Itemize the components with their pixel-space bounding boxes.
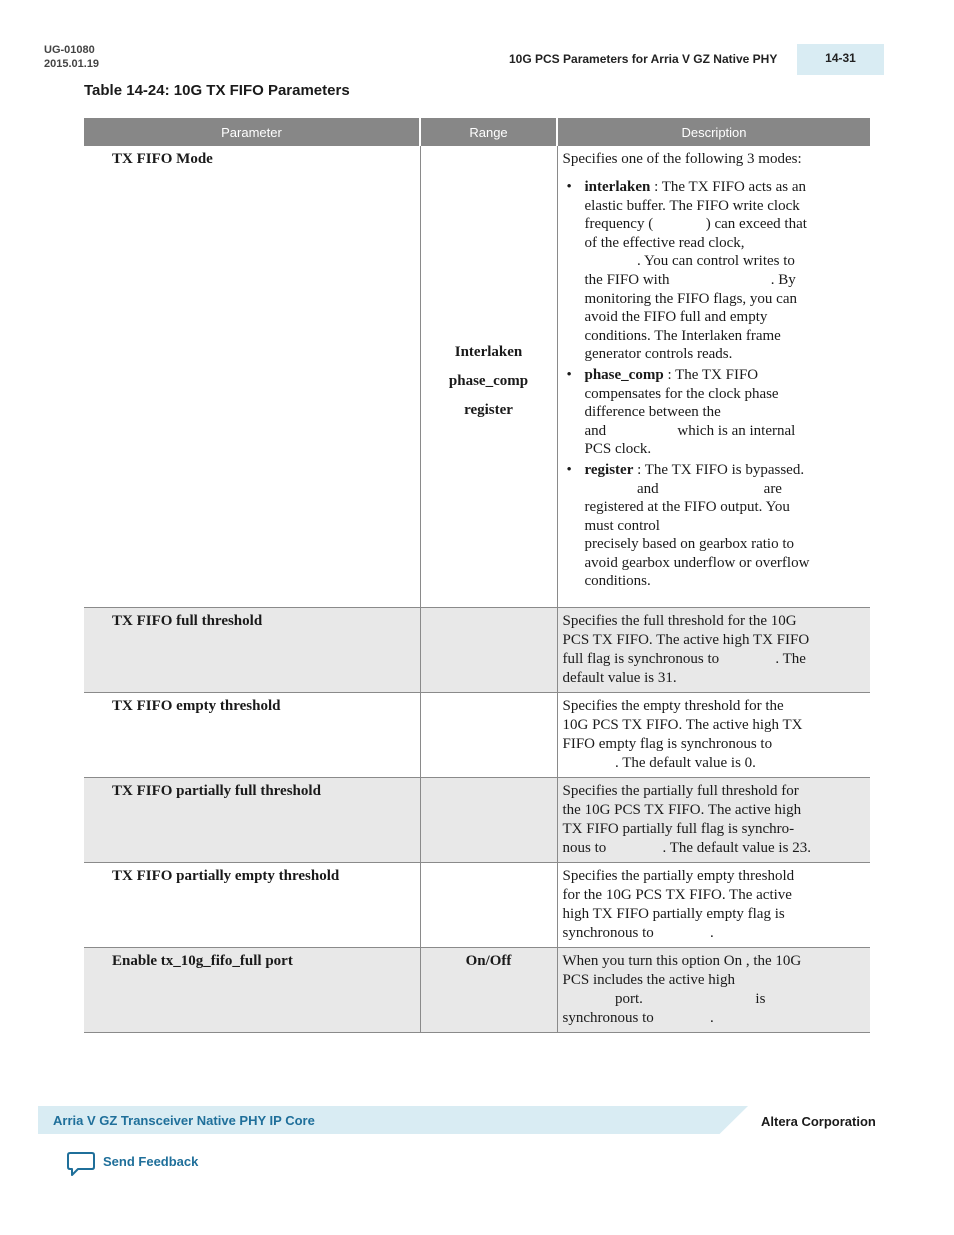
desc-line: : The TX FIFO is bypassed. xyxy=(633,461,805,478)
desc-line: frequency ( ) can exceed that xyxy=(584,216,807,233)
column-header-parameter: Parameter xyxy=(84,118,420,146)
desc-line: . You can control writes to xyxy=(584,253,795,270)
desc-line: PCS includes the active high xyxy=(562,971,735,988)
desc-line: full flag is synchronous to . The xyxy=(562,650,806,667)
param-cell: Enable tx_10g_fifo_full port xyxy=(84,947,420,1032)
range-option-phase-comp: phase_comp xyxy=(448,373,529,389)
table-header-row xyxy=(84,118,870,146)
desc-line: and which is an internal xyxy=(584,422,796,439)
desc-line: port. is xyxy=(562,990,766,1007)
footer-company: Altera Corporation xyxy=(761,1114,876,1129)
desc-line: generator controls reads. xyxy=(584,346,733,363)
desc-line: PCS TX FIFO. The active high TX FIFO xyxy=(562,631,810,648)
desc-line: monitoring the FIFO flags, you can xyxy=(584,290,797,307)
send-feedback-link[interactable]: Send Feedback xyxy=(103,1154,199,1169)
mode-list xyxy=(563,178,861,591)
range-cell xyxy=(420,862,557,947)
param-cell: TX FIFO partially empty threshold xyxy=(84,862,420,947)
range-option-register: register xyxy=(464,402,513,418)
range-cell: On/Off xyxy=(420,947,557,1032)
list-item xyxy=(585,178,861,364)
desc-line: and are xyxy=(584,480,782,497)
table-row xyxy=(84,862,870,947)
desc-line: . The default value is 0. xyxy=(562,754,756,771)
desc-line: synchronous to . xyxy=(562,924,714,941)
param-cell: TX FIFO partially full threshold xyxy=(84,777,420,862)
param-cell: TX FIFO full threshold xyxy=(84,607,420,692)
desc-line: the 10G PCS TX FIFO. The active high xyxy=(562,801,802,818)
range-cell xyxy=(420,607,557,692)
desc-line: Specifies the full threshold for the 10G xyxy=(562,612,797,629)
parameters-table xyxy=(84,118,870,1033)
description-intro: Specifies one of the following 3 modes: xyxy=(562,151,802,167)
mode-name: interlaken xyxy=(584,179,651,195)
desc-line: PCS clock. xyxy=(584,441,652,458)
desc-line: Specifies the partially empty threshold xyxy=(562,867,795,884)
mode-name: phase_comp xyxy=(584,366,664,383)
table-row xyxy=(84,146,870,607)
param-cell: TX FIFO Mode xyxy=(84,146,420,607)
desc-line: precisely based on gearbox ratio to xyxy=(584,536,795,553)
table-row xyxy=(84,777,870,862)
desc-line: 10G PCS TX FIFO. The active high TX xyxy=(562,716,803,733)
description-cell xyxy=(557,146,870,607)
desc-line: Specifies the partially full threshold for xyxy=(562,782,799,799)
range-cell xyxy=(420,692,557,777)
desc-line: synchronous to . xyxy=(562,1009,714,1026)
desc-line: avoid the FIFO full and empty xyxy=(584,309,768,326)
desc-line: for the 10G PCS TX FIFO. The active xyxy=(562,886,792,903)
list-item xyxy=(585,461,861,591)
desc-line: TX FIFO partially full flag is synchro- xyxy=(562,820,795,837)
description-cell xyxy=(557,777,870,862)
description-cell xyxy=(557,692,870,777)
param-cell: TX FIFO empty threshold xyxy=(84,692,420,777)
doc-id-text: UG-01080 xyxy=(44,44,95,56)
desc-line: FIFO empty flag is synchronous to xyxy=(562,735,773,752)
desc-line: must control xyxy=(584,517,660,534)
desc-line: of the effective read clock, xyxy=(584,234,745,251)
doc-date-text: 2015.01.19 xyxy=(44,58,100,70)
desc-line: high TX FIFO partially empty flag is xyxy=(562,905,785,922)
table-row xyxy=(84,947,870,1032)
list-item xyxy=(585,366,861,459)
table-caption: Table 14-24: 10G TX FIFO Parameters xyxy=(84,82,350,99)
desc-line: difference between the xyxy=(584,404,721,421)
range-option-interlaken: Interlaken xyxy=(454,344,523,360)
desc-line: the FIFO with . By xyxy=(584,271,796,288)
description-cell xyxy=(557,862,870,947)
table-row xyxy=(84,607,870,692)
desc-line: : The TX FIFO acts as an xyxy=(650,179,807,195)
document-id xyxy=(44,43,99,71)
desc-line: Specifies the empty threshold for the xyxy=(562,697,784,714)
desc-line: registered at the FIFO output. You xyxy=(584,499,790,516)
description-cell xyxy=(557,947,870,1032)
desc-line: : The TX FIFO xyxy=(663,366,759,383)
desc-line: default value is 31. xyxy=(562,669,677,686)
desc-line: compensates for the clock phase xyxy=(584,385,779,402)
range-cell xyxy=(420,777,557,862)
mode-name: register xyxy=(584,461,634,478)
speech-bubble-icon[interactable] xyxy=(66,1151,96,1177)
table-row xyxy=(84,692,870,777)
desc-line: conditions. The Interlaken frame xyxy=(584,327,781,344)
desc-line: When you turn this option On , the 10G xyxy=(562,952,802,969)
desc-line: conditions. xyxy=(584,573,651,590)
description-cell xyxy=(557,607,870,692)
footer-doc-title[interactable]: Arria V GZ Transceiver Native PHY IP Core xyxy=(53,1113,315,1128)
desc-line: avoid gearbox underflow or overflow xyxy=(584,554,810,571)
column-header-description: Description xyxy=(557,118,870,146)
range-cell xyxy=(420,146,557,607)
desc-line: elastic buffer. The FIFO write clock xyxy=(584,197,800,214)
desc-line: nous to . The default value is 23. xyxy=(562,839,811,856)
column-header-range: Range xyxy=(420,118,557,146)
page-number: 14-31 xyxy=(825,51,856,65)
section-title: 10G PCS Parameters for Arria V GZ Native PHY xyxy=(509,52,778,66)
